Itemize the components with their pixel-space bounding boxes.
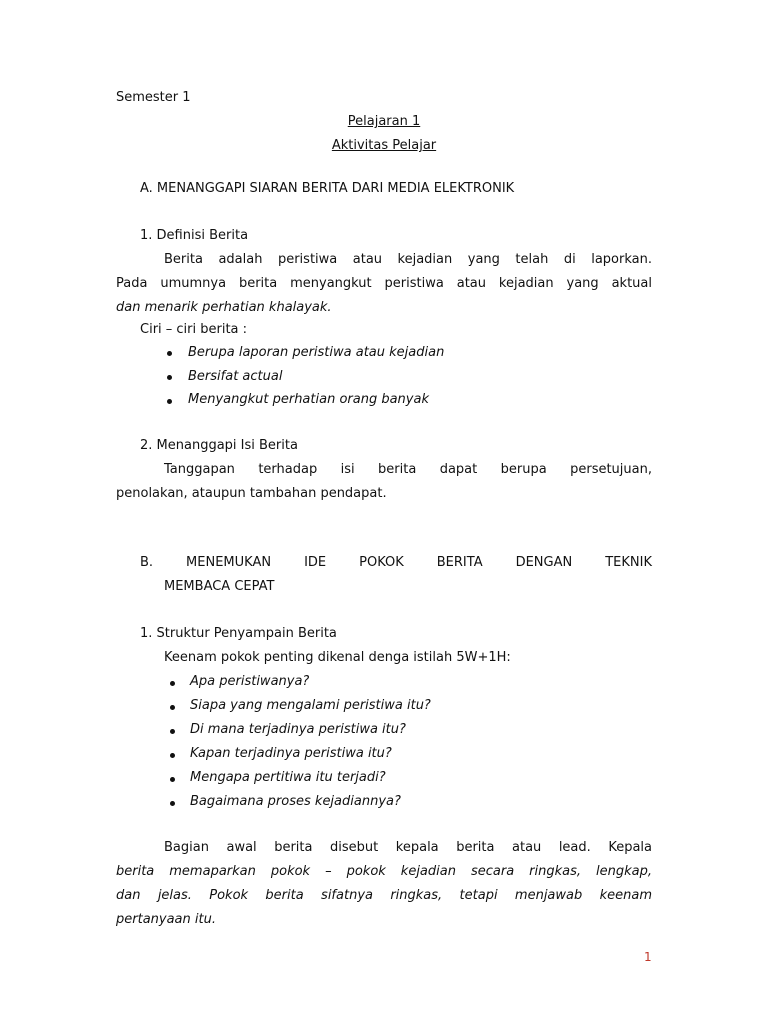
bullet-icon xyxy=(167,351,172,356)
closing-line-1: Bagian awal berita disebut kepala berita atau lead. Kepala xyxy=(164,840,652,855)
question-item: Bagaimana proses kejadiannya? xyxy=(190,794,401,809)
ciri-item: Menyangkut perhatian orang banyak xyxy=(188,392,429,407)
bullet-icon xyxy=(170,753,175,758)
bullet-icon xyxy=(167,399,172,404)
definition-line-3: dan menarik perhatian khalayak. xyxy=(116,300,332,315)
response-line-2: penolakan, ataupun tambahan pendapat. xyxy=(116,486,387,501)
section-a2-title: 2. Menanggapi Isi Berita xyxy=(140,438,298,453)
definition-line-1: Berita adalah peristiwa atau kejadian yang telah di laporkan. xyxy=(164,252,652,267)
page-number: 1 xyxy=(644,950,652,964)
response-line-1: Tanggapan terhadap isi berita dapat berupa persetujuan, xyxy=(164,462,652,477)
question-item: Mengapa pertitiwa itu terjadi? xyxy=(190,770,386,785)
bullet-icon xyxy=(170,801,175,806)
ciri-item: Berupa laporan peristiwa atau kejadian xyxy=(188,345,445,360)
closing-line-4: pertanyaan itu. xyxy=(116,912,216,927)
question-item: Di mana terjadinya peristiwa itu? xyxy=(190,722,406,737)
activity-title: Aktivitas Pelajar xyxy=(331,138,437,153)
section-a-title: A. MENANGGAPI SIARAN BERITA DARI MEDIA ELEKTRONIK xyxy=(140,181,515,196)
structure-intro: Keenam pokok penting dikenal denga istilah 5W+1H: xyxy=(164,650,511,665)
bullet-icon xyxy=(170,729,175,734)
question-item: Apa peristiwanya? xyxy=(190,674,310,689)
section-a1-title: 1. Definisi Berita xyxy=(140,228,249,243)
section-b-title-line-2: MEMBACA CEPAT xyxy=(164,579,275,594)
ciri-title: Ciri – ciri berita : xyxy=(140,322,248,337)
semester-label: Semester 1 xyxy=(116,90,191,105)
bullet-icon xyxy=(170,777,175,782)
section-b-title-line-1: B. MENEMUKAN IDE POKOK BERITA DENGAN TEKNIK xyxy=(140,555,652,570)
question-item: Kapan terjadinya peristiwa itu? xyxy=(190,746,392,761)
section-b1-title: 1. Struktur Penyampain Berita xyxy=(140,626,337,641)
lesson-title: Pelajaran 1 xyxy=(347,114,421,129)
bullet-icon xyxy=(167,375,172,380)
ciri-item: Bersifat actual xyxy=(188,369,283,384)
closing-line-3: dan jelas. Pokok berita sifatnya ringkas, tetapi menjawab keenam xyxy=(116,888,652,903)
bullet-icon xyxy=(170,681,175,686)
definition-line-2: Pada umumnya berita menyangkut peristiwa atau kejadian yang aktual xyxy=(116,276,652,291)
question-item: Siapa yang mengalami peristiwa itu? xyxy=(190,698,431,713)
closing-line-2: berita memaparkan pokok – pokok kejadian secara ringkas, lengkap, xyxy=(116,864,652,879)
bullet-icon xyxy=(170,705,175,710)
